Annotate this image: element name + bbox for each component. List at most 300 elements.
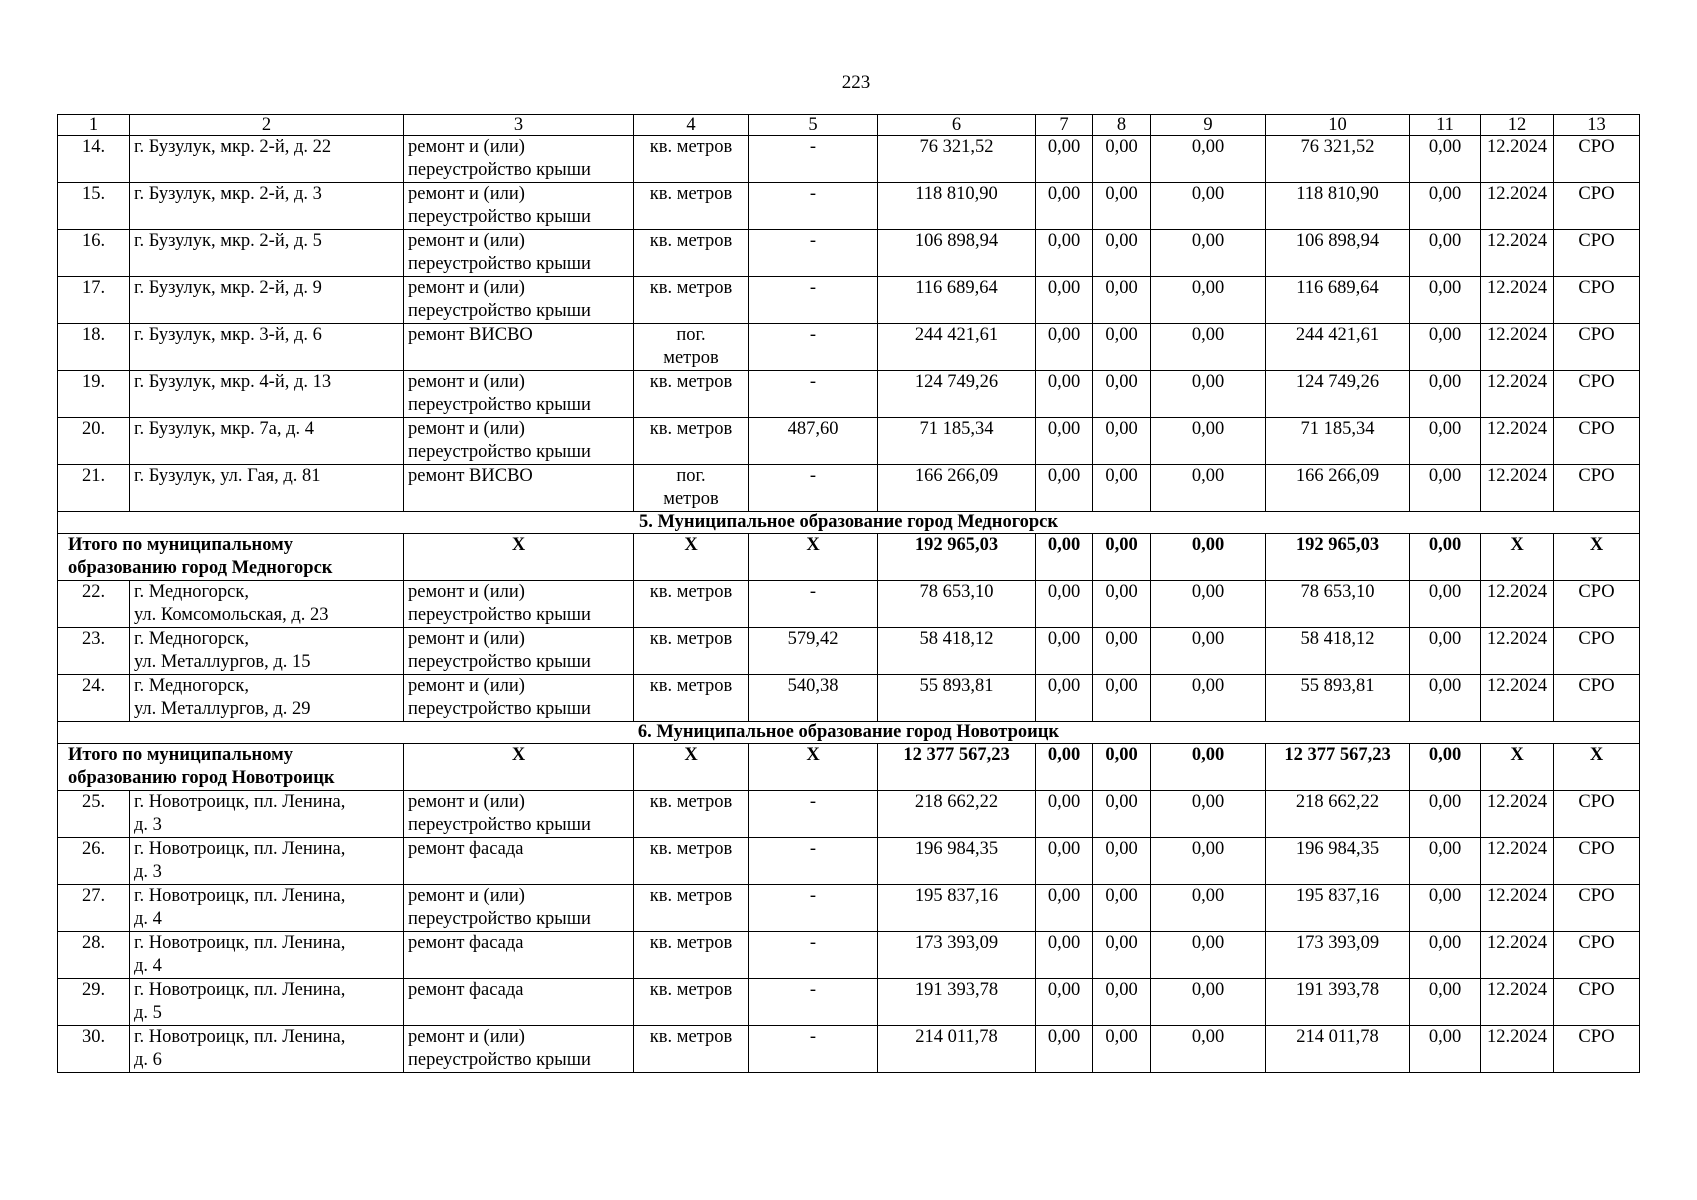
column-header: 2 xyxy=(130,115,404,136)
address-cell-line: г. Бузулук, мкр. 2-й, д. 3 xyxy=(134,184,322,204)
cell-c8: 0,00 xyxy=(1093,581,1151,628)
cell-c10: 191 393,78 xyxy=(1266,979,1410,1026)
cost-cell: 173 393,09 xyxy=(878,932,1036,979)
unit-cell-line: кв. метров xyxy=(649,629,733,649)
deadline-cell: 12.2024 xyxy=(1481,932,1554,979)
work-type-cell xyxy=(404,791,634,838)
cost-cell: 58 418,12 xyxy=(878,628,1036,675)
column-header: 11 xyxy=(1410,115,1481,136)
cell-c9: 0,00 xyxy=(1151,418,1266,465)
total-cell-c7: 0,00 xyxy=(1036,534,1093,581)
total-cost: 12 377 567,23 xyxy=(878,744,1036,791)
executor-cell: СРО xyxy=(1554,277,1640,324)
cell-c10: 214 011,78 xyxy=(1266,1026,1410,1073)
work-type-cell-line: переустройство крыши xyxy=(408,605,591,625)
quantity-cell: - xyxy=(749,979,878,1026)
cell-c9: 0,00 xyxy=(1151,465,1266,512)
address-cell-line: г. Бузулук, мкр. 2-й, д. 5 xyxy=(134,231,322,251)
work-type-cell-line: переустройство крыши xyxy=(408,652,591,672)
total-cell-c4: Х xyxy=(634,534,749,581)
cell-c7: 0,00 xyxy=(1036,791,1093,838)
unit-cell xyxy=(634,465,749,512)
deadline-cell: 12.2024 xyxy=(1481,885,1554,932)
column-header: 5 xyxy=(749,115,878,136)
work-type-cell-line: ремонт и (или) xyxy=(408,792,525,812)
cell-c9: 0,00 xyxy=(1151,628,1266,675)
row-index: 20. xyxy=(58,418,130,465)
unit-cell-line: кв. метров xyxy=(649,933,733,953)
cell-c7: 0,00 xyxy=(1036,885,1093,932)
quantity-cell: - xyxy=(749,465,878,512)
cost-cell: 118 810,90 xyxy=(878,183,1036,230)
table-row xyxy=(58,838,1640,885)
table-row xyxy=(58,324,1640,371)
address-cell-line: г. Медногорск, xyxy=(134,676,249,696)
row-index: 14. xyxy=(58,136,130,183)
executor-cell: СРО xyxy=(1554,136,1640,183)
executor-cell: СРО xyxy=(1554,371,1640,418)
address-cell xyxy=(130,581,404,628)
work-type-cell-line: ремонт ВИСВО xyxy=(408,466,533,486)
cell-c7: 0,00 xyxy=(1036,628,1093,675)
unit-cell-line: кв. метров xyxy=(649,792,733,812)
work-type-cell-line: переустройство крыши xyxy=(408,160,591,180)
cell-c11: 0,00 xyxy=(1410,465,1481,512)
address-cell xyxy=(130,183,404,230)
cell-c8: 0,00 xyxy=(1093,979,1151,1026)
cost-cell: 71 185,34 xyxy=(878,418,1036,465)
cell-c11: 0,00 xyxy=(1410,1026,1481,1073)
cost-cell: 196 984,35 xyxy=(878,838,1036,885)
cell-c8: 0,00 xyxy=(1093,183,1151,230)
section-title: 6. Муниципальное образование город Новотроицк xyxy=(58,722,1640,744)
work-type-cell-line: переустройство крыши xyxy=(408,909,591,929)
table-row xyxy=(58,230,1640,277)
work-type-cell-line: ремонт и (или) xyxy=(408,372,525,392)
total-cell-c4: Х xyxy=(634,744,749,791)
row-index: 23. xyxy=(58,628,130,675)
work-type-cell-line: ремонт и (или) xyxy=(408,676,525,696)
deadline-cell: 12.2024 xyxy=(1481,628,1554,675)
quantity-cell: - xyxy=(749,183,878,230)
work-type-cell xyxy=(404,324,634,371)
total-cell-c12: Х xyxy=(1481,744,1554,791)
cell-c10: 173 393,09 xyxy=(1266,932,1410,979)
work-type-cell-line: переустройство крыши xyxy=(408,395,591,415)
work-type-cell-line: переустройство крыши xyxy=(408,254,591,274)
row-index: 27. xyxy=(58,885,130,932)
cell-c8: 0,00 xyxy=(1093,230,1151,277)
work-type-cell-line: ремонт фасада xyxy=(408,980,524,1000)
total-cell-c9: 0,00 xyxy=(1151,534,1266,581)
row-index: 22. xyxy=(58,581,130,628)
work-type-cell-line: ремонт и (или) xyxy=(408,1027,525,1047)
total-cell-c12: Х xyxy=(1481,534,1554,581)
cell-c10: 196 984,35 xyxy=(1266,838,1410,885)
cell-c11: 0,00 xyxy=(1410,932,1481,979)
work-type-cell xyxy=(404,932,634,979)
total-cost: 192 965,03 xyxy=(878,534,1036,581)
deadline-cell: 12.2024 xyxy=(1481,979,1554,1026)
total-cell-c9: 0,00 xyxy=(1151,744,1266,791)
unit-cell-line: пог. xyxy=(676,466,706,486)
executor-cell: СРО xyxy=(1554,838,1640,885)
cost-cell: 78 653,10 xyxy=(878,581,1036,628)
work-type-cell xyxy=(404,136,634,183)
deadline-cell: 12.2024 xyxy=(1481,791,1554,838)
total-label-line: образованию город Новотроицк xyxy=(68,768,335,788)
work-type-cell xyxy=(404,979,634,1026)
table-row xyxy=(58,791,1640,838)
cell-c10: 218 662,22 xyxy=(1266,791,1410,838)
executor-cell: СРО xyxy=(1554,791,1640,838)
unit-cell xyxy=(634,418,749,465)
address-cell-line: ул. Комсомольская, д. 23 xyxy=(134,605,329,625)
address-cell xyxy=(130,979,404,1026)
executor-cell: СРО xyxy=(1554,324,1640,371)
unit-cell xyxy=(634,791,749,838)
address-cell-line: д. 6 xyxy=(134,1050,162,1070)
address-cell-line: д. 4 xyxy=(134,909,162,929)
executor-cell: СРО xyxy=(1554,465,1640,512)
cell-c7: 0,00 xyxy=(1036,371,1093,418)
column-header: 12 xyxy=(1481,115,1554,136)
unit-cell-line: кв. метров xyxy=(649,886,733,906)
unit-cell-line: кв. метров xyxy=(649,184,733,204)
deadline-cell: 12.2024 xyxy=(1481,838,1554,885)
table-row xyxy=(58,675,1640,722)
quantity-cell: - xyxy=(749,324,878,371)
cell-c9: 0,00 xyxy=(1151,932,1266,979)
cell-c8: 0,00 xyxy=(1093,324,1151,371)
total-cell-c11: 0,00 xyxy=(1410,744,1481,791)
unit-cell xyxy=(634,136,749,183)
work-type-cell xyxy=(404,371,634,418)
work-type-cell-line: ремонт фасада xyxy=(408,839,524,859)
unit-cell-line: кв. метров xyxy=(649,676,733,696)
unit-cell-line: кв. метров xyxy=(649,1027,733,1047)
cost-cell: 124 749,26 xyxy=(878,371,1036,418)
address-cell-line: г. Бузулук, мкр. 3-й, д. 6 xyxy=(134,325,322,345)
cell-c8: 0,00 xyxy=(1093,932,1151,979)
table-row xyxy=(58,1026,1640,1073)
executor-cell: СРО xyxy=(1554,230,1640,277)
quantity-cell: 487,60 xyxy=(749,418,878,465)
cell-c7: 0,00 xyxy=(1036,838,1093,885)
table-row xyxy=(58,277,1640,324)
deadline-cell: 12.2024 xyxy=(1481,1026,1554,1073)
address-cell-line: г. Бузулук, мкр. 4-й, д. 13 xyxy=(134,372,332,392)
work-type-cell xyxy=(404,581,634,628)
cell-c9: 0,00 xyxy=(1151,136,1266,183)
capital-repair-table xyxy=(57,114,1640,1073)
address-cell-line: ул. Металлургов, д. 29 xyxy=(134,699,311,719)
work-type-cell-line: ремонт и (или) xyxy=(408,137,525,157)
quantity-cell: - xyxy=(749,791,878,838)
quantity-cell: - xyxy=(749,230,878,277)
cell-c11: 0,00 xyxy=(1410,371,1481,418)
work-type-cell-line: переустройство крыши xyxy=(408,442,591,462)
unit-cell xyxy=(634,885,749,932)
address-cell-line: г. Новотроицк, пл. Ленина, xyxy=(134,839,346,859)
address-cell xyxy=(130,791,404,838)
cell-c9: 0,00 xyxy=(1151,1026,1266,1073)
row-index: 18. xyxy=(58,324,130,371)
quantity-cell: 579,42 xyxy=(749,628,878,675)
cell-c11: 0,00 xyxy=(1410,324,1481,371)
unit-cell xyxy=(634,581,749,628)
deadline-cell: 12.2024 xyxy=(1481,465,1554,512)
unit-cell-line: кв. метров xyxy=(649,372,733,392)
cell-c10: 244 421,61 xyxy=(1266,324,1410,371)
cell-c10: 55 893,81 xyxy=(1266,675,1410,722)
cell-c7: 0,00 xyxy=(1036,979,1093,1026)
unit-cell-line: кв. метров xyxy=(649,419,733,439)
cell-c11: 0,00 xyxy=(1410,885,1481,932)
address-cell xyxy=(130,465,404,512)
column-header: 6 xyxy=(878,115,1036,136)
cell-c7: 0,00 xyxy=(1036,183,1093,230)
cost-cell: 106 898,94 xyxy=(878,230,1036,277)
address-cell xyxy=(130,1026,404,1073)
total-row xyxy=(58,534,1640,581)
total-cell-c11: 0,00 xyxy=(1410,534,1481,581)
cell-c7: 0,00 xyxy=(1036,675,1093,722)
cell-c10: 71 185,34 xyxy=(1266,418,1410,465)
total-label xyxy=(58,534,404,581)
cell-c8: 0,00 xyxy=(1093,371,1151,418)
table-row xyxy=(58,932,1640,979)
row-index: 26. xyxy=(58,838,130,885)
cell-c11: 0,00 xyxy=(1410,183,1481,230)
cell-c10: 116 689,64 xyxy=(1266,277,1410,324)
page-number: 223 xyxy=(841,72,871,93)
table-row xyxy=(58,581,1640,628)
cell-c8: 0,00 xyxy=(1093,465,1151,512)
unit-cell xyxy=(634,230,749,277)
total-label-line: Итого по муниципальному xyxy=(68,535,293,555)
cost-cell: 244 421,61 xyxy=(878,324,1036,371)
executor-cell: СРО xyxy=(1554,885,1640,932)
work-type-cell-line: переустройство крыши xyxy=(408,301,591,321)
work-type-cell-line: переустройство крыши xyxy=(408,815,591,835)
cell-c7: 0,00 xyxy=(1036,1026,1093,1073)
address-cell xyxy=(130,628,404,675)
work-type-cell-line: ремонт и (или) xyxy=(408,582,525,602)
cost-cell: 191 393,78 xyxy=(878,979,1036,1026)
total-cell-c8: 0,00 xyxy=(1093,534,1151,581)
row-index: 28. xyxy=(58,932,130,979)
column-header: 7 xyxy=(1036,115,1093,136)
cell-c7: 0,00 xyxy=(1036,324,1093,371)
row-index: 21. xyxy=(58,465,130,512)
column-header: 4 xyxy=(634,115,749,136)
cell-c8: 0,00 xyxy=(1093,791,1151,838)
address-cell-line: г. Медногорск, xyxy=(134,582,249,602)
cell-c11: 0,00 xyxy=(1410,791,1481,838)
deadline-cell: 12.2024 xyxy=(1481,230,1554,277)
address-cell xyxy=(130,277,404,324)
total-cell-c7: 0,00 xyxy=(1036,744,1093,791)
row-index: 16. xyxy=(58,230,130,277)
row-index: 19. xyxy=(58,371,130,418)
unit-cell-line: кв. метров xyxy=(649,278,733,298)
address-cell xyxy=(130,675,404,722)
unit-cell-line: кв. метров xyxy=(649,582,733,602)
work-type-cell xyxy=(404,277,634,324)
address-cell-line: г. Бузулук, мкр. 7а, д. 4 xyxy=(134,419,315,439)
table-row xyxy=(58,885,1640,932)
cell-c9: 0,00 xyxy=(1151,979,1266,1026)
address-cell-line: ул. Металлургов, д. 15 xyxy=(134,652,311,672)
unit-cell-line: кв. метров xyxy=(649,839,733,859)
cell-c7: 0,00 xyxy=(1036,230,1093,277)
work-type-cell xyxy=(404,675,634,722)
section-header-row xyxy=(58,722,1640,744)
row-index: 29. xyxy=(58,979,130,1026)
cell-c10: 166 266,09 xyxy=(1266,465,1410,512)
total-label xyxy=(58,744,404,791)
work-type-cell xyxy=(404,838,634,885)
cell-c11: 0,00 xyxy=(1410,418,1481,465)
address-cell-line: г. Медногорск, xyxy=(134,629,249,649)
deadline-cell: 12.2024 xyxy=(1481,136,1554,183)
unit-cell xyxy=(634,277,749,324)
address-cell-line: г. Новотроицк, пл. Ленина, xyxy=(134,980,346,1000)
address-cell xyxy=(130,371,404,418)
address-cell-line: г. Новотроицк, пл. Ленина, xyxy=(134,933,346,953)
cell-c9: 0,00 xyxy=(1151,838,1266,885)
total-cell-c3: Х xyxy=(404,534,634,581)
address-cell xyxy=(130,136,404,183)
row-index: 15. xyxy=(58,183,130,230)
work-type-cell xyxy=(404,183,634,230)
cell-c10: 58 418,12 xyxy=(1266,628,1410,675)
address-cell-line: д. 3 xyxy=(134,815,162,835)
cell-c9: 0,00 xyxy=(1151,183,1266,230)
deadline-cell: 12.2024 xyxy=(1481,581,1554,628)
cell-c7: 0,00 xyxy=(1036,277,1093,324)
cell-c11: 0,00 xyxy=(1410,628,1481,675)
unit-cell xyxy=(634,979,749,1026)
cell-c8: 0,00 xyxy=(1093,675,1151,722)
cell-c8: 0,00 xyxy=(1093,418,1151,465)
work-type-cell xyxy=(404,465,634,512)
quantity-cell: - xyxy=(749,932,878,979)
column-header: 10 xyxy=(1266,115,1410,136)
unit-cell-line: кв. метров xyxy=(649,231,733,251)
quantity-cell: 540,38 xyxy=(749,675,878,722)
address-cell-line: г. Бузулук, ул. Гая, д. 81 xyxy=(134,466,321,486)
table-row xyxy=(58,418,1640,465)
total-cell-c3: Х xyxy=(404,744,634,791)
total-cell-c13: Х xyxy=(1554,534,1640,581)
deadline-cell: 12.2024 xyxy=(1481,418,1554,465)
cell-c8: 0,00 xyxy=(1093,277,1151,324)
address-cell xyxy=(130,932,404,979)
executor-cell: СРО xyxy=(1554,1026,1640,1073)
cell-c9: 0,00 xyxy=(1151,791,1266,838)
unit-cell-line: метров xyxy=(663,489,719,509)
cell-c10: 195 837,16 xyxy=(1266,885,1410,932)
cell-c11: 0,00 xyxy=(1410,277,1481,324)
table-row xyxy=(58,628,1640,675)
cell-c10: 124 749,26 xyxy=(1266,371,1410,418)
address-cell-line: г. Бузулук, мкр. 2-й, д. 9 xyxy=(134,278,322,298)
work-type-cell xyxy=(404,230,634,277)
quantity-cell: - xyxy=(749,1026,878,1073)
executor-cell: СРО xyxy=(1554,932,1640,979)
cell-c11: 0,00 xyxy=(1410,230,1481,277)
work-type-cell-line: ремонт и (или) xyxy=(408,886,525,906)
address-cell-line: д. 3 xyxy=(134,862,162,882)
cell-c9: 0,00 xyxy=(1151,675,1266,722)
deadline-cell: 12.2024 xyxy=(1481,371,1554,418)
address-cell xyxy=(130,230,404,277)
work-type-cell xyxy=(404,1026,634,1073)
cell-c9: 0,00 xyxy=(1151,581,1266,628)
address-cell-line: г. Новотроицк, пл. Ленина, xyxy=(134,792,346,812)
work-type-cell-line: ремонт фасада xyxy=(408,933,524,953)
deadline-cell: 12.2024 xyxy=(1481,183,1554,230)
quantity-cell: - xyxy=(749,581,878,628)
cost-cell: 76 321,52 xyxy=(878,136,1036,183)
work-type-cell-line: переустройство крыши xyxy=(408,699,591,719)
cost-cell: 55 893,81 xyxy=(878,675,1036,722)
unit-cell-line: кв. метров xyxy=(649,137,733,157)
cell-c10: 76 321,52 xyxy=(1266,136,1410,183)
unit-cell xyxy=(634,1026,749,1073)
row-index: 30. xyxy=(58,1026,130,1073)
cell-c9: 0,00 xyxy=(1151,885,1266,932)
cell-c11: 0,00 xyxy=(1410,979,1481,1026)
cell-c11: 0,00 xyxy=(1410,136,1481,183)
total-label-line: Итого по муниципальному xyxy=(68,745,293,765)
total-label-line: образованию город Медногорск xyxy=(68,558,333,578)
total-cell-c10: 12 377 567,23 xyxy=(1266,744,1410,791)
executor-cell: СРО xyxy=(1554,675,1640,722)
quantity-cell: - xyxy=(749,838,878,885)
unit-cell xyxy=(634,675,749,722)
work-type-cell xyxy=(404,418,634,465)
executor-cell: СРО xyxy=(1554,418,1640,465)
address-cell-line: г. Новотроицк, пл. Ленина, xyxy=(134,1027,346,1047)
work-type-cell-line: переустройство крыши xyxy=(408,1050,591,1070)
cell-c10: 78 653,10 xyxy=(1266,581,1410,628)
column-header: 9 xyxy=(1151,115,1266,136)
executor-cell: СРО xyxy=(1554,581,1640,628)
cell-c9: 0,00 xyxy=(1151,277,1266,324)
table-row xyxy=(58,979,1640,1026)
executor-cell: СРО xyxy=(1554,979,1640,1026)
column-header: 13 xyxy=(1554,115,1640,136)
unit-cell xyxy=(634,838,749,885)
executor-cell: СРО xyxy=(1554,183,1640,230)
table-row xyxy=(58,465,1640,512)
cost-cell: 166 266,09 xyxy=(878,465,1036,512)
cell-c8: 0,00 xyxy=(1093,628,1151,675)
cost-cell: 116 689,64 xyxy=(878,277,1036,324)
cell-c7: 0,00 xyxy=(1036,581,1093,628)
cell-c7: 0,00 xyxy=(1036,932,1093,979)
unit-cell-line: метров xyxy=(663,348,719,368)
deadline-cell: 12.2024 xyxy=(1481,324,1554,371)
total-cell-c5: Х xyxy=(749,744,878,791)
cell-c8: 0,00 xyxy=(1093,838,1151,885)
unit-cell xyxy=(634,324,749,371)
quantity-cell: - xyxy=(749,885,878,932)
work-type-cell-line: ремонт и (или) xyxy=(408,629,525,649)
